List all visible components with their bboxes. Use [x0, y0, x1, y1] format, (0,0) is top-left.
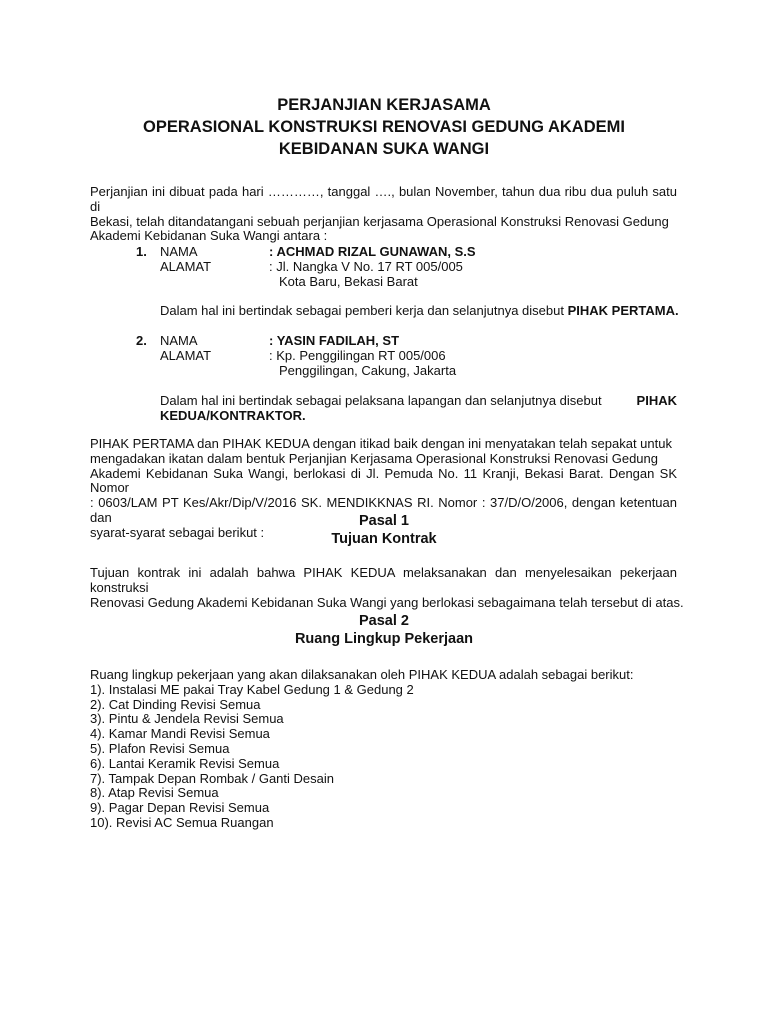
- intro-line-2: Bekasi, telah ditandatangani sebuah perjanjian kerjasama Operasional Konstruksi Renovasi Gedung: [90, 213, 669, 229]
- party-1: [136, 245, 696, 290]
- intro-line-3: Akademi Kebidanan Suka Wangi antara :: [90, 228, 328, 244]
- party-2-name-label: NAMA: [160, 333, 198, 348]
- title-line-2: OPERASIONAL KONSTRUKSI RENOVASI GEDUNG AKADEMI: [143, 118, 625, 136]
- party-2-name-value: : YASIN FADILAH, ST: [269, 333, 400, 348]
- party-1-address-line-1: : Jl. Nangka V No. 17 RT 005/005: [269, 259, 463, 274]
- party-2-number: 2.: [136, 333, 147, 348]
- pasal-1-line-2: Renovasi Gedung Akademi Kebidanan Suka Wangi yang berlokasi sebagaimana telah tersebut di atas.: [90, 594, 684, 610]
- party-1-name-label: NAMA: [160, 244, 198, 259]
- title-line-1: PERJANJIAN KERJASAMA: [277, 96, 491, 114]
- list-item: 3). Pintu & Jendela Revisi Semua: [90, 711, 284, 727]
- agreement-line-3: Akademi Kebidanan Suka Wangi, berlokasi di Jl. Pemuda No. 11 Kranji, Bekasi Barat. Dengan SK Nomor: [90, 465, 677, 496]
- pasal-2-subtitle: Ruang Lingkup Pekerjaan: [294, 631, 474, 647]
- scope-intro: Ruang lingkup pekerjaan yang akan dilaksanakan oleh PIHAK KEDUA adalah sebagai berikut:: [90, 667, 634, 682]
- list-item: 2). Cat Dinding Revisi Semua: [90, 696, 261, 712]
- party-2-role-text: Dalam hal ini bertindak sebagai pelaksana lapangan dan selanjutnya disebut: [160, 393, 602, 408]
- party-2-address-line-1: : Kp. Penggilingan RT 005/006: [269, 348, 446, 363]
- party-1-address-label: ALAMAT: [160, 259, 212, 274]
- list-item: 8). Atap Revisi Semua: [90, 785, 219, 801]
- party-1-role-text: Dalam hal ini bertindak sebagai pemberi kerja dan selanjutnya disebut: [160, 303, 564, 318]
- pasal-1-heading: [0, 512, 768, 548]
- pasal-1-line-1: Tujuan kontrak ini adalah bahwa PIHAK KEDUA melaksanakan dan menyelesaikan pekerjaan konstruksi: [90, 565, 677, 595]
- list-item: 7). Tampak Depan Rombak / Ganti Desain: [90, 770, 334, 786]
- agreement-line-4: : 0603/LAM PT Kes/Akr/Dip/V/2016 SK. MENDIKKNAS RI. Nomor : 37/D/O/2006, dengan ketentuan dan: [90, 495, 677, 525]
- agreement-line-5: syarat-syarat sebagai berikut :: [90, 524, 265, 540]
- document-title: [0, 94, 768, 160]
- agreement-line-2: mengadakan ikatan dalam bentuk Perjanjian Kerjasama Operasional Konstruksi Renovasi Gedung: [90, 450, 659, 466]
- list-item: 9). Pagar Depan Revisi Semua: [90, 800, 270, 816]
- list-item: 6). Lantai Keramik Revisi Semua: [90, 755, 280, 771]
- party-1-name-value: : ACHMAD RIZAL GUNAWAN, S.S: [269, 244, 476, 259]
- title-line-3: KEBIDANAN SUKA WANGI: [278, 140, 490, 158]
- party-2-role-name-1: PIHAK: [636, 393, 677, 408]
- list-item: 10). Revisi AC Semua Ruangan: [90, 814, 274, 830]
- list-item: 1). Instalasi ME pakai Tray Kabel Gedung 1 & Gedung 2: [90, 681, 414, 697]
- intro-paragraph: [90, 185, 677, 244]
- pasal-1-body: [90, 565, 684, 610]
- party-1-address-line-2: Kota Baru, Bekasi Barat: [279, 274, 418, 289]
- pasal-2-heading: [0, 612, 768, 648]
- party-1-role: [160, 304, 720, 319]
- party-2: [136, 334, 696, 379]
- agreement-line-1: PIHAK PERTAMA dan PIHAK KEDUA dengan itikad baik dengan ini menyatakan telah sepakat untuk: [90, 436, 672, 451]
- party-2-address-label: ALAMAT: [160, 348, 212, 363]
- party-1-number: 1.: [136, 244, 147, 259]
- intro-line-1: Perjanjian ini dibuat pada hari …………, tanggal …., bulan November, tahun dua ribu dua puluh satu di: [90, 184, 677, 214]
- pasal-2-title: Pasal 2: [359, 613, 409, 629]
- list-item: 4). Kamar Mandi Revisi Semua: [90, 726, 270, 742]
- pasal-1-subtitle: Tujuan Kontrak: [331, 531, 437, 547]
- list-item: 5). Plafon Revisi Semua: [90, 740, 230, 756]
- party-2-address-line-2: Penggilingan, Cakung, Jakarta: [279, 363, 457, 378]
- party-2-role-name-2: KEDUA/KONTRAKTOR.: [160, 407, 306, 423]
- scope-list: [90, 668, 690, 831]
- pasal-1-title: Pasal 1: [359, 513, 409, 529]
- party-2-role: [160, 394, 677, 424]
- party-1-role-name: PIHAK PERTAMA.: [567, 303, 679, 318]
